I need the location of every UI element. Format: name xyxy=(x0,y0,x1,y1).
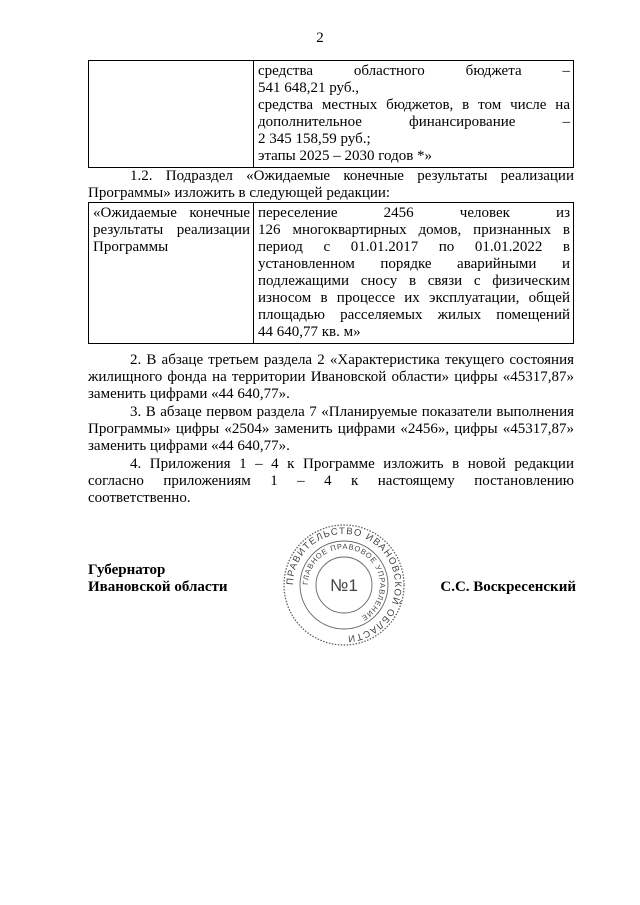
page-number: 2 xyxy=(316,30,324,46)
paragraph-line: Программы» цифры «2504» заменить цифрами «2456», цифры «45317,87» xyxy=(88,421,574,437)
seal-inner-text: ГЛАВНОЕ ПРАВОВОЕ УПРАВЛЕНИЕ xyxy=(300,541,388,624)
paragraph-line: заменить цифрами «44 640,77». xyxy=(88,386,290,402)
paragraph-1-2 xyxy=(88,168,574,202)
results-right-line: 126 многоквартирных домов, признанных в xyxy=(258,222,570,238)
funding-line: средства местных бюджетов, в том числе на xyxy=(258,97,570,113)
official-seal xyxy=(282,523,406,647)
results-right-line: площадью расселяемых жилых помещений xyxy=(258,307,570,323)
paragraph-line: соответственно. xyxy=(88,490,191,506)
funding-line: средства областного бюджета – xyxy=(258,63,570,79)
paragraph-2 xyxy=(88,352,574,403)
funding-table-right-cell xyxy=(254,61,574,168)
paragraph-line: Программы» изложить в следующей редакции: xyxy=(88,185,391,201)
paragraph-line: 3. В абзаце первом раздела 7 «Планируемые показатели выполнения xyxy=(130,404,574,420)
results-right-line: 44 640,77 кв. м» xyxy=(258,324,361,340)
signer-name: С.С. Воскресенский xyxy=(440,579,576,595)
results-left-line: «Ожидаемые конечные xyxy=(93,205,250,221)
paragraph-line: заменить цифрами «44 640,77». xyxy=(88,438,290,454)
paragraph-line: жилищного фонда на территории Ивановской области» цифры «45317,87» xyxy=(88,369,574,385)
signature-title-line: Губернатор xyxy=(88,562,166,578)
signature-title xyxy=(88,562,228,596)
results-right-line: переселение 2456 человек из xyxy=(258,205,570,221)
results-table-left-cell xyxy=(89,203,254,344)
paragraph-line: 1.2. Подраздел «Ожидаемые конечные результаты реализации xyxy=(130,168,574,184)
funding-line: этапы 2025 – 2030 годов *» xyxy=(258,148,433,164)
results-right-line: подлежащими сносу в связи с физическим xyxy=(258,273,570,289)
signature-title-line: Ивановской области xyxy=(88,579,228,595)
results-left-line: Программы xyxy=(93,239,169,255)
funding-table xyxy=(88,60,574,168)
funding-line: 2 345 158,59 руб.; xyxy=(258,131,371,147)
funding-line: дополнительное финансирование – xyxy=(258,114,570,130)
paragraph-line: 4. Приложения 1 – 4 к Программе изложить в новой редакции xyxy=(130,456,574,472)
seal-number: №1 xyxy=(330,576,358,595)
paragraph-line: 2. В абзаце третьем раздела 2 «Характеристика текущего состояния xyxy=(130,352,574,368)
funding-line: 541 648,21 руб., xyxy=(258,80,359,96)
results-right-line: период с 01.01.2017 по 01.01.2022 в xyxy=(258,239,570,255)
seal-ring-text: ПРАВИТЕЛЬСТВО ИВАНОВСКОЙ ОБЛАСТИ xyxy=(284,525,404,645)
results-table-right-cell xyxy=(254,203,574,344)
funding-table-left-cell xyxy=(89,61,254,168)
paragraph-4 xyxy=(88,456,574,507)
results-table xyxy=(88,202,574,344)
paragraph-3 xyxy=(88,404,574,455)
paragraph-line: согласно приложениям 1 – 4 к настоящему постановлению xyxy=(88,473,574,489)
results-right-line: установленном порядке аварийными и xyxy=(258,256,570,272)
results-left-line: результаты реализации xyxy=(93,222,250,238)
results-right-line: износом в процессе их эксплуатации, общей xyxy=(258,290,570,306)
